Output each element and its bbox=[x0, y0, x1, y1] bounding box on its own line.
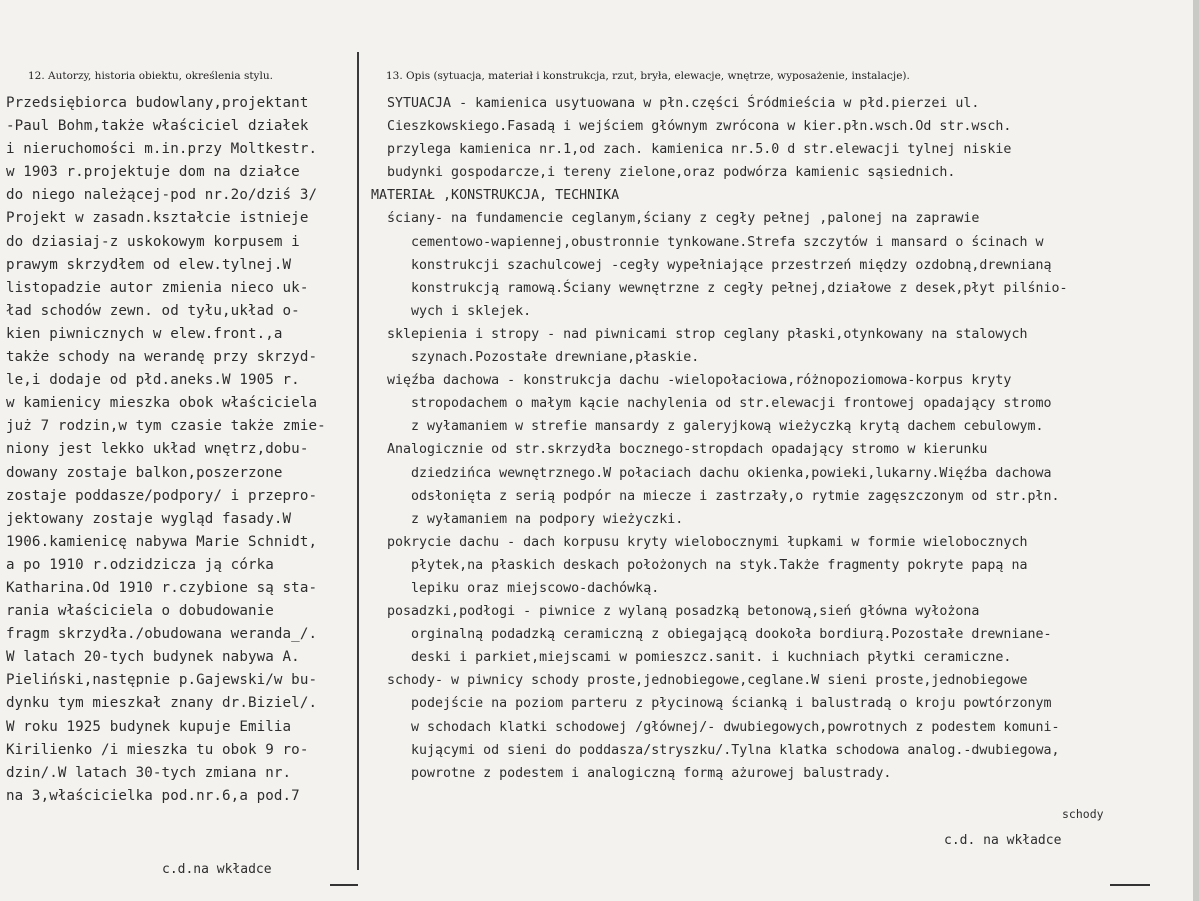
history-text-line: Kirilienko /i mieszka tu obok 9 ro- bbox=[6, 741, 309, 758]
history-text-line: w kamienicy mieszka obok właściciela bbox=[6, 395, 318, 412]
history-text-line: Projekt w zasadn.kształcie istnieje bbox=[6, 210, 309, 227]
description-text-line: kującymi od sieni do poddasza/stryszku/.Tylna klatka schodowa analog.-dwubiegowa, bbox=[363, 742, 1060, 758]
history-text-line: do niego należącej-pod nr.2o/dziś 3/ bbox=[6, 187, 318, 204]
section-12-header: 12. Autorzy, historia obiektu, określenia stylu. bbox=[28, 70, 273, 82]
history-text-line: le,i dodaje od płd.aneks.W 1905 r. bbox=[6, 372, 300, 389]
description-text-line: cementowo-wapiennej,obustronnie tynkowane.Strefa szczytów i mansard o ścinach w bbox=[363, 234, 1044, 250]
description-text-line: odsłonięta z serią podpór na miecze i zastrzały,o rytmie zagęszczonym od str.płn. bbox=[363, 488, 1060, 504]
history-text-line: W roku 1925 budynek kupuje Emilia bbox=[6, 718, 292, 735]
history-text-line: W latach 20-tych budynek nabywa A. bbox=[6, 649, 300, 666]
description-text-line: pokrycie dachu - dach korpusu kryty wielobocznymi łupkami w formie wielobocznych bbox=[363, 534, 1028, 550]
history-text-line: dowany zostaje balkon,poszerzone bbox=[6, 464, 283, 481]
bottom-rule-left bbox=[330, 884, 358, 886]
history-text-line: w 1903 r.projektuje dom na działce bbox=[6, 164, 300, 181]
history-text-line: ład schodów zewn. od tyłu,układ o- bbox=[6, 302, 300, 319]
history-text-line: prawym skrzydłem od elew.tylnej.W bbox=[6, 256, 292, 273]
description-text-line: SYTUACJA - kamienica usytuowana w płn.części Śródmieścia w płd.pierzei ul. bbox=[363, 96, 980, 111]
history-text-line: listopadzie autor zmienia nieco uk- bbox=[6, 279, 309, 296]
description-text-line: schody- w piwnicy schody proste,jednobiegowe,ceglane.W sieni proste,jednobiegowe bbox=[363, 673, 1028, 689]
history-text-line: na 3,właścicielka pod.nr.6,a pod.7 bbox=[6, 787, 300, 804]
bottom-rule-right bbox=[1110, 884, 1150, 886]
description-text-line: z wyłamaniem w strefie mansardy z galeryjkową wieżyczką krytą dachem cebulowym. bbox=[363, 419, 1044, 435]
history-text-line: rania właściciela o dobudowanie bbox=[6, 603, 274, 620]
description-text-line: Analogicznie od str.skrzydła bocznego-stropdach opadający stromo w kierunku bbox=[363, 442, 988, 458]
history-text-line: dzin/.W latach 30-tych zmiana nr. bbox=[6, 764, 292, 781]
description-text-line: sklepienia i stropy - nad piwnicami strop ceglany płaski,otynkowany na stalowych bbox=[363, 326, 1028, 342]
section-13-header: 13. Opis (sytuacja, materiał i konstrukcja, rzut, bryła, elewacje, wnętrze, wyposażenie, instalacje). bbox=[386, 70, 910, 82]
description-text-line: orginalną podadzką ceramiczną z obiegającą dookoła bordiurą.Pozostałe drewniane- bbox=[363, 627, 1052, 643]
description-text-column bbox=[363, 92, 1067, 785]
card-edge bbox=[1193, 0, 1199, 901]
history-text-line: kien piwnicznych w elew.front.,a bbox=[6, 325, 283, 342]
history-text-line: Przedsiębiorca budowlany,projektant bbox=[6, 95, 309, 111]
description-text-line: lepiku oraz miejscowo-dachówką. bbox=[363, 580, 660, 596]
history-text-line: już 7 rodzin,w tym czasie także zmie- bbox=[6, 418, 326, 435]
description-text-line: podejście na poziom parteru z płycinową ścianką i balustradą o kroju powtórzonym bbox=[363, 696, 1052, 712]
continuation-note-right: c.d. na wkładce bbox=[944, 833, 1062, 848]
history-text-line: 1906.kamienicę nabywa Marie Schnidt, bbox=[6, 533, 318, 550]
description-text-line: wych i sklejek. bbox=[363, 303, 532, 319]
description-text-line: MATERIAŁ ,KONSTRUKCJA, TECHNIKA bbox=[363, 188, 620, 204]
description-text-line: konstrukcją ramową.Ściany wewnętrzne z cegły pełnej,działowe z desek,płyt pilśnio- bbox=[363, 280, 1068, 296]
description-text-line: powrotne z podestem i analogiczną formą ażurowej balustrady. bbox=[363, 765, 892, 781]
description-text-line: stropodachem o małym kącie nachylenia od str.elewacji frontowej opadający stromo bbox=[363, 396, 1052, 412]
description-text-line: ściany- na fundamencie ceglanym,ściany z cegły pełnej ,palonej na zaprawie bbox=[363, 211, 980, 227]
description-text-line: szynach.Pozostałe drewniane,płaskie. bbox=[363, 350, 700, 366]
description-text-line: w schodach klatki schodowej /głównej/- dwubiegowych,powrotnych z podestem komuni- bbox=[363, 719, 1060, 735]
history-text-line: Katharina.Od 1910 r.czybione są sta- bbox=[6, 579, 318, 596]
description-text-line: przylega kamienica nr.1,od zach. kamienica nr.5.0 d str.elewacji tylnej niskie bbox=[363, 142, 1012, 158]
description-text-line: Cieszkowskiego.Fasadą i wejściem głównym zwrócona w kier.płn.wsch.Od str.wsch. bbox=[363, 119, 1012, 135]
history-text-line: a po 1910 r.odzidzicza ją córka bbox=[6, 556, 274, 573]
history-text-line: zostaje poddasze/podpory/ i przepro- bbox=[6, 487, 318, 504]
description-text-line: konstrukcji szachulcowej -cegły wypełniające przestrzeń między ozdobną,drewnianą bbox=[363, 257, 1052, 273]
history-text-line: -Paul Bohm,także właściciel działek bbox=[6, 118, 309, 135]
history-text-column bbox=[6, 92, 326, 808]
history-text-line: także schody na werandę przy skrzyd- bbox=[6, 349, 318, 366]
column-divider bbox=[357, 52, 359, 870]
description-text-line: więźba dachowa - konstrukcja dachu -wielopołaciowa,różnopoziomowa-korpus kryty bbox=[363, 373, 1012, 389]
description-text-line: posadzki,podłogi - piwnice z wylaną posadzką betonową,sień główna wyłożona bbox=[363, 604, 980, 620]
handwritten-insert-note: schody bbox=[1062, 807, 1104, 821]
description-text-line: deski i parkiet,miejscami w pomieszcz.sanit. i kuchniach płytki ceramiczne. bbox=[363, 650, 1012, 666]
history-text-line: do dziasiaj-z uskokowym korpusem i bbox=[6, 233, 300, 250]
description-text-line: płytek,na płaskich deskach położonych na styk.Także fragmenty pokryte papą na bbox=[363, 557, 1028, 573]
history-text-line: Pieliński,następnie p.Gajewski/w bu- bbox=[6, 672, 318, 689]
history-text-line: jektowany zostaje wygląd fasady.W bbox=[6, 510, 292, 527]
history-text-line: niony jest lekko układ wnętrz,dobu- bbox=[6, 441, 309, 458]
description-text-line: z wyłamaniem na podpory wieżyczki. bbox=[363, 511, 684, 527]
description-text-line: budynki gospodarcze,i tereny zielone,oraz podwórza kamienic sąsiednich. bbox=[363, 165, 956, 181]
description-text-line: dziedzińca wewnętrznego.W połaciach dachu okienka,powieki,lukarny.Więźba dachowa bbox=[363, 465, 1052, 481]
history-text-line: fragm skrzydła./obudowana weranda_/. bbox=[6, 626, 318, 643]
continuation-note-left: c.d.na wkładce bbox=[162, 862, 272, 877]
history-text-line: dynku tym mieszkał znany dr.Biziel/. bbox=[6, 695, 318, 712]
history-text-line: i nieruchomości m.in.przy Moltkestr. bbox=[6, 141, 318, 158]
